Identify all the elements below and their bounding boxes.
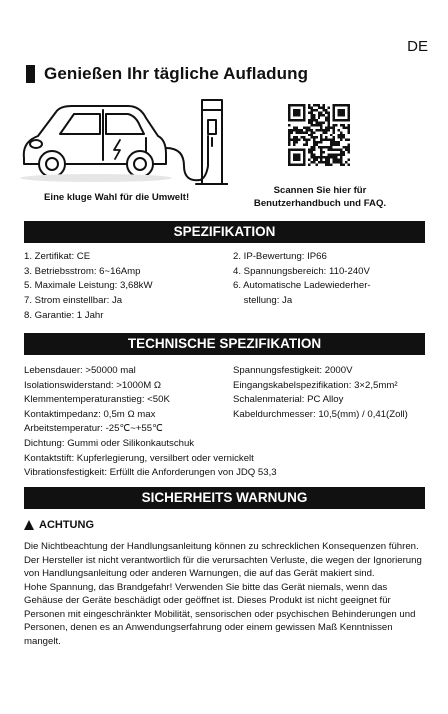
qr-caption-line-2: Benutzerhandbuch und FAQ. xyxy=(253,198,387,209)
safety-paragraph: Hohe Spannung, das Brandgefahr! Verwenden Sie bitte das Gerät niemals, wenn das Gehäuse der Geräte beschädigt oder geöffnet ist. Dieses Produkt ist nicht geeignet für Personen mit eingeschränkter Mobilität, sensorischen oder psychischen Behinderungen und Personen, denen es an Anwendungserfahrung oder einem gewissen Maß Kenntnissen mangelt. xyxy=(24,581,416,647)
tech-item: Arbeitstemperatur: -25℃~+55℃ xyxy=(24,423,163,434)
tech-item: Eingangskabelspezifikation: 3×2,5mm² xyxy=(233,379,398,391)
tech-spec-list xyxy=(24,364,425,481)
title-accent-bar xyxy=(26,65,35,83)
spec-item: 7. Strom einstellbar: Ja xyxy=(24,295,123,307)
tech-item: Kabeldurchmesser: 10,5(mm) / 0,41(Zoll) xyxy=(233,408,408,420)
tech-item: Schalenmaterial: PC Alloy xyxy=(233,394,344,405)
tech-item: Kontaktstift: Kupferlegierung, versilbert oder vernickelt xyxy=(24,452,254,464)
tech-item: Spannungsfestigkeit: 2000V xyxy=(233,365,353,376)
tech-item: Lebensdauer: >50000 mal xyxy=(24,365,136,376)
tech-left-column xyxy=(24,364,170,437)
tech-item: Vibrationsfestigkeit: Erfüllt die Anforderungen von JDQ 53,3 xyxy=(24,467,277,478)
spec-item: 8. Garantie: 1 Jahr xyxy=(24,309,104,321)
warning-triangle-icon xyxy=(24,520,34,530)
spec-heading: SPEZIFIKATION xyxy=(24,221,425,243)
ev-charging-illustration xyxy=(16,96,228,188)
tech-item: Kontaktimpedanz: 0,5m Ω max xyxy=(24,408,156,420)
tech-right-column xyxy=(233,364,428,422)
spec-item: 6. Automatische Ladewiederher- xyxy=(233,280,371,292)
qr-code[interactable] xyxy=(288,98,350,172)
spec-item: 2. IP-Bewertung: IP66 xyxy=(233,251,327,262)
tech-spec-heading: TECHNISCHE SPEZIFIKATION xyxy=(24,333,425,355)
safety-paragraph: Die Nichtbeachtung der Handlungsanleitung können zu schrecklichen Konsequenzen führen. xyxy=(24,541,419,552)
page-title-row xyxy=(26,64,308,84)
spec-left-column xyxy=(24,250,153,324)
safety-text xyxy=(24,540,426,648)
attention-text: ACHTUNG xyxy=(39,519,94,531)
spec-right-column xyxy=(233,250,425,309)
spec-item: 4. Spannungsbereich: 110-240V xyxy=(233,265,370,277)
tech-item: Klemmentemperaturanstieg: <50K xyxy=(24,394,170,405)
qr-caption-line-1: Scannen Sie hier für xyxy=(273,185,367,196)
spec-item: stellung: Ja xyxy=(233,295,293,307)
safety-paragraph: Der Hersteller ist nicht verantwortlich für die verursachten Verluste, die wegen der Ignorierung von Handlungsanleitung oder anderen Warnungen, die auf das Gerät makiert sind. xyxy=(24,554,422,579)
spec-item: 3. Betriebsstrom: 6~16Amp xyxy=(24,265,141,277)
safety-heading: SICHERHEITS WARNUNG xyxy=(24,487,425,509)
qr-caption xyxy=(240,184,400,210)
language-code: DE xyxy=(407,38,428,55)
illustration-caption: Eine kluge Wahl für die Umwelt! xyxy=(44,192,190,203)
tech-item: Dichtung: Gummi oder Silikonkautschuk xyxy=(24,438,195,449)
attention-label xyxy=(24,519,94,531)
spec-item: 5. Maximale Leistung: 3,68kW xyxy=(24,280,153,292)
page-title: Genießen Ihr tägliche Aufladung xyxy=(44,64,309,83)
tech-item: Isolationswiderstand: >1000M Ω xyxy=(24,379,162,391)
spec-item: 1. Zertifikat: CE xyxy=(24,251,91,262)
